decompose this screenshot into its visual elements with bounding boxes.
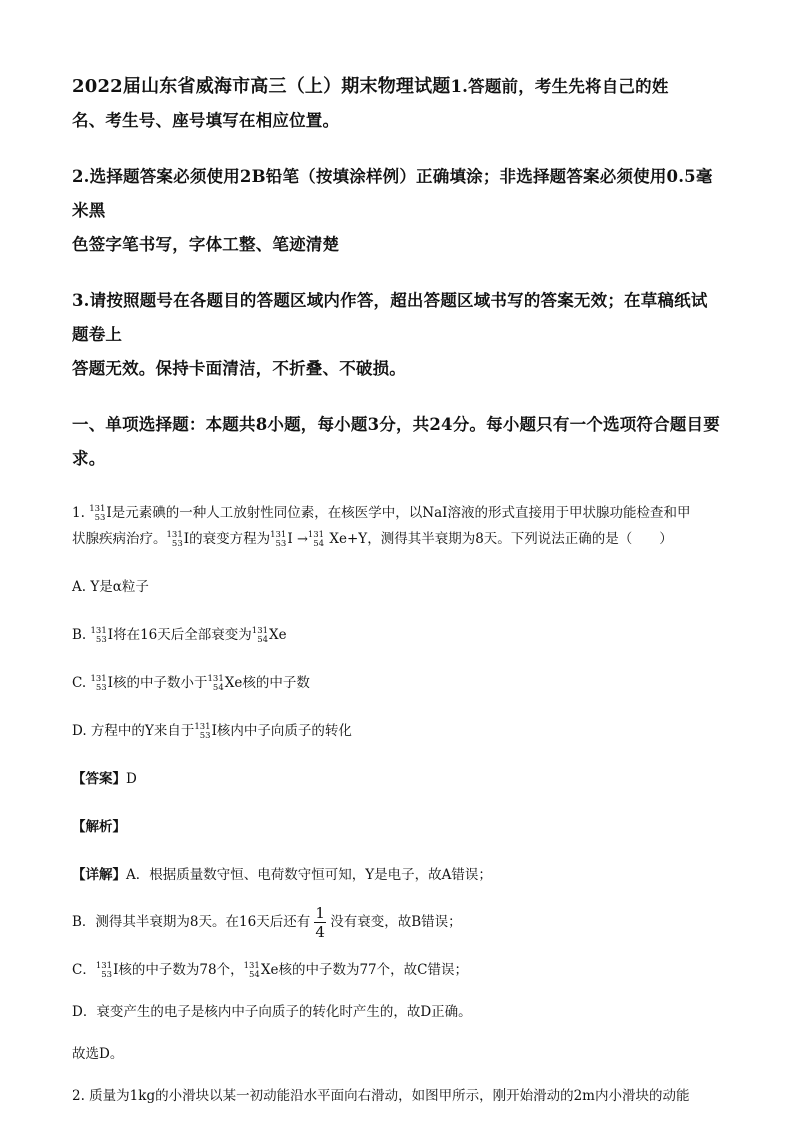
section-heading: 一、单项选择题：本题共8小题，每小题3分，共24分。每小题只有一个选项符合题目要求。 xyxy=(72,415,720,468)
iodine-nuclide: 131 53 I xyxy=(90,673,114,693)
detail-a: 【详解】A．根据质量数守恒、电荷数守恒可知，Y是电子，故A错误； xyxy=(72,867,492,883)
analysis-label: 【解析】 xyxy=(72,819,126,835)
xenon-iso: 131 54 xyxy=(307,529,325,549)
iodine-nuclide: 131 53 I xyxy=(95,960,119,980)
q1-number: 1. xyxy=(72,505,85,521)
q2-stem: 2. 质量为1kg的小滑块以某一初动能沿水平面向右滑动，如图甲所示，刚开始滑动的2m内小滑块的动能 xyxy=(72,1088,690,1104)
q1-line2b: 的衰变方程为 xyxy=(189,531,271,547)
q1-stem xyxy=(72,500,724,552)
exam-page xyxy=(72,70,724,1109)
answer-label: 【答案】 xyxy=(72,771,126,787)
answer-value: D xyxy=(126,771,137,787)
iodine-nuclide: 131 53 I xyxy=(89,503,112,523)
option-a: A. Y是α粒子 xyxy=(72,579,149,595)
xenon-nuclide: 131 54 Xe xyxy=(251,625,287,645)
answer xyxy=(72,766,724,792)
iodine-nuclide: 131 53 I xyxy=(166,529,190,549)
xenon-nuclide: 131 54 Xe xyxy=(207,673,243,693)
note-1a: 1.答题前，考生先将自己的姓 xyxy=(450,77,669,96)
q1-line1: 是元素碘的一种人工放射性同位素，在核医学中，以NaI溶液的形式直接用于甲状腺功能检查和甲 xyxy=(111,505,691,521)
option-b: B. 131 53 I将在16天后全部衰变为 131 54 Xe xyxy=(72,622,724,648)
note-3b: 答题无效。保持卡面清洁，不折叠、不破损。 xyxy=(72,359,406,378)
exam-title: 2022届山东省威海市高三（上）期末物理试题 xyxy=(72,76,451,97)
fraction-one-quarter: $\frac{1}{4}$ xyxy=(315,904,325,941)
option-c: C. 131 53 I核的中子数小于 131 54 Xe核的中子数 xyxy=(72,670,724,696)
note-3a: 3.请按照题号在各题目的答题区域内作答，超出答题区域书写的答案无效；在草稿纸试题卷上 xyxy=(72,291,708,344)
detail-c: C． 131 53 I核的中子数为78个， 131 54 Xe核的中子数为77个，故C错误； xyxy=(72,957,724,983)
note-2a: 2.选择题答案必须使用2B铅笔（按填涂样例）正确填涂；非选择题答案必须使用0.5毫米黑 xyxy=(72,167,713,220)
note-2 xyxy=(72,160,724,262)
note-3 xyxy=(72,284,724,386)
note-2b: 色签字笔书写，字体工整、笔迹清楚 xyxy=(72,235,340,254)
xenon-nuclide: 131 54 Xe xyxy=(243,960,279,980)
option-d: D. 方程中的Y来自于 131 53 I核内中子向质子的转化 xyxy=(72,718,724,744)
exam-header xyxy=(72,70,724,138)
note-1b: 名、考生号、座号填写在相应位置。 xyxy=(72,111,340,130)
iodine-nuclide: 131 53 I xyxy=(194,721,217,741)
iodine-nuclide: 131 53 I xyxy=(270,529,293,549)
choose-line: 故选D。 xyxy=(72,1046,124,1062)
q1-line2a: 状腺疾病治疗。 xyxy=(72,531,167,547)
detail-d: D．衰变产生的电子是核内中子向质子的转化时产生的，故D正确。 xyxy=(72,1004,472,1020)
detail-b: B．测得其半衰期为8天。在16天后还有 $\frac{1}{4}$ 没有衰变，故B错误； xyxy=(72,904,462,941)
iodine-nuclide: 131 53 I xyxy=(90,625,114,645)
q1-line2c: Xe+Y，测得其半衰期为8天。下列说法正确的是（ ） xyxy=(329,531,673,547)
decay-arrow: → xyxy=(296,532,308,547)
